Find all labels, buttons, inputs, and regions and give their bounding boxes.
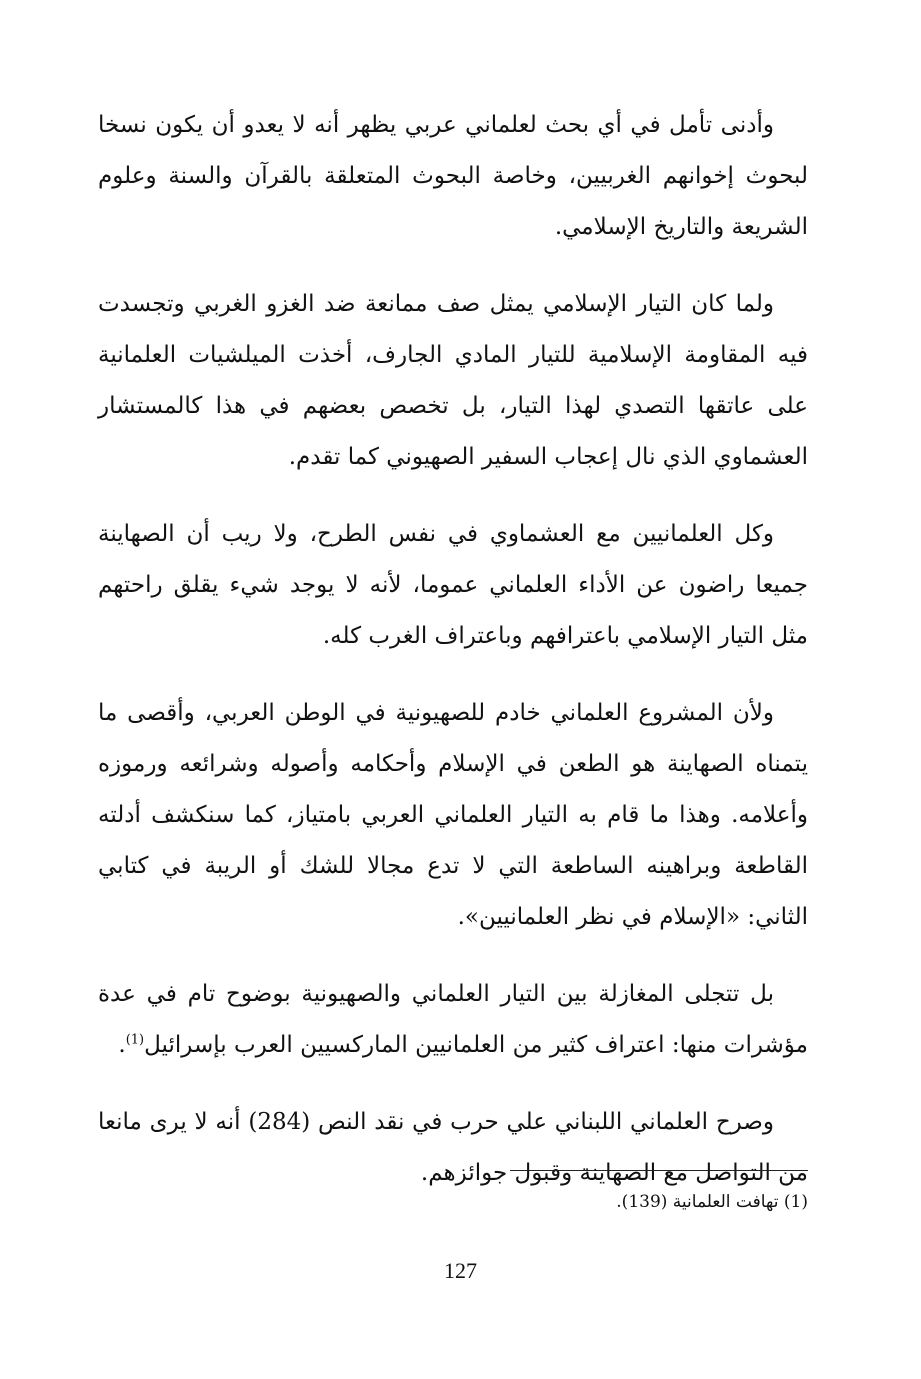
- paragraph-3: وكل العلمانيين مع العشماوي في نفس الطرح، ولا ريب أن الصهاينة جميعا راضون عن الأداء العلماني عموما، لأنه لا يوجد شيء يقلق راحتهم مثل التيار الإسلامي باعترافهم وباعتراف الغرب كله.: [98, 521, 808, 649]
- body-text: [98, 100, 808, 1225]
- paragraph-5-end: .: [118, 1032, 126, 1058]
- paragraph-5: [98, 969, 808, 1071]
- paragraph-4: ولأن المشروع العلماني خادم للصهيونية في الوطن العربي، وأقصى ما يتمناه الصهاينة هو الطعن في الإسلام وأحكامه وأصوله وشرائعه ورموزه وأعلامه. وهذا ما قام به التيار العلماني العربي بامتياز، كما سنكشف أدلته القاطعة وبراهينه الساطعة التي لا تدع مجالا للشك أو الريبة في كتابي الثاني: «الإسلام في نظر العلمانيين».: [98, 700, 808, 930]
- paragraph-2: ولما كان التيار الإسلامي يمثل صف ممانعة ضد الغزو الغربي وتجسدت فيه المقاومة الإسلامية للتيار المادي الجارف، أخذت الميلشيات العلمانية على عاتقها التصدي لهذا التيار، بل تخصص بعضهم في هذا كالمستشار العشماوي الذي نال إعجاب السفير الصهيوني كما تقدم.: [98, 291, 808, 470]
- paragraph-6: وصرح العلماني اللبناني علي حرب في نقد النص (284) أنه لا يرى مانعا من التواصل مع الصهاينة وقبول جوائزهم.: [98, 1109, 808, 1186]
- footnote-reference: (1): [125, 1032, 145, 1048]
- paragraph-5-text: بل تتجلى المغازلة بين التيار العلماني والصهيونية بوضوح تام في عدة مؤشرات منها: اعتراف كثير من العلمانيين الماركسيين العرب بإسرائيل: [98, 981, 808, 1058]
- footnote: (1) تهافت العلمانية (139).: [616, 1192, 808, 1212]
- page-number: 127: [444, 1258, 477, 1283]
- paragraph-1: وأدنى تأمل في أي بحث لعلماني عربي يظهر أنه لا يعدو أن يكون نسخا لبحوث إخوانهم الغربيين، وخاصة البحوث المتعلقة بالقرآن والسنة وعلوم الشريعة والتاريخ الإسلامي.: [98, 112, 808, 240]
- footnote-divider: [510, 1170, 808, 1171]
